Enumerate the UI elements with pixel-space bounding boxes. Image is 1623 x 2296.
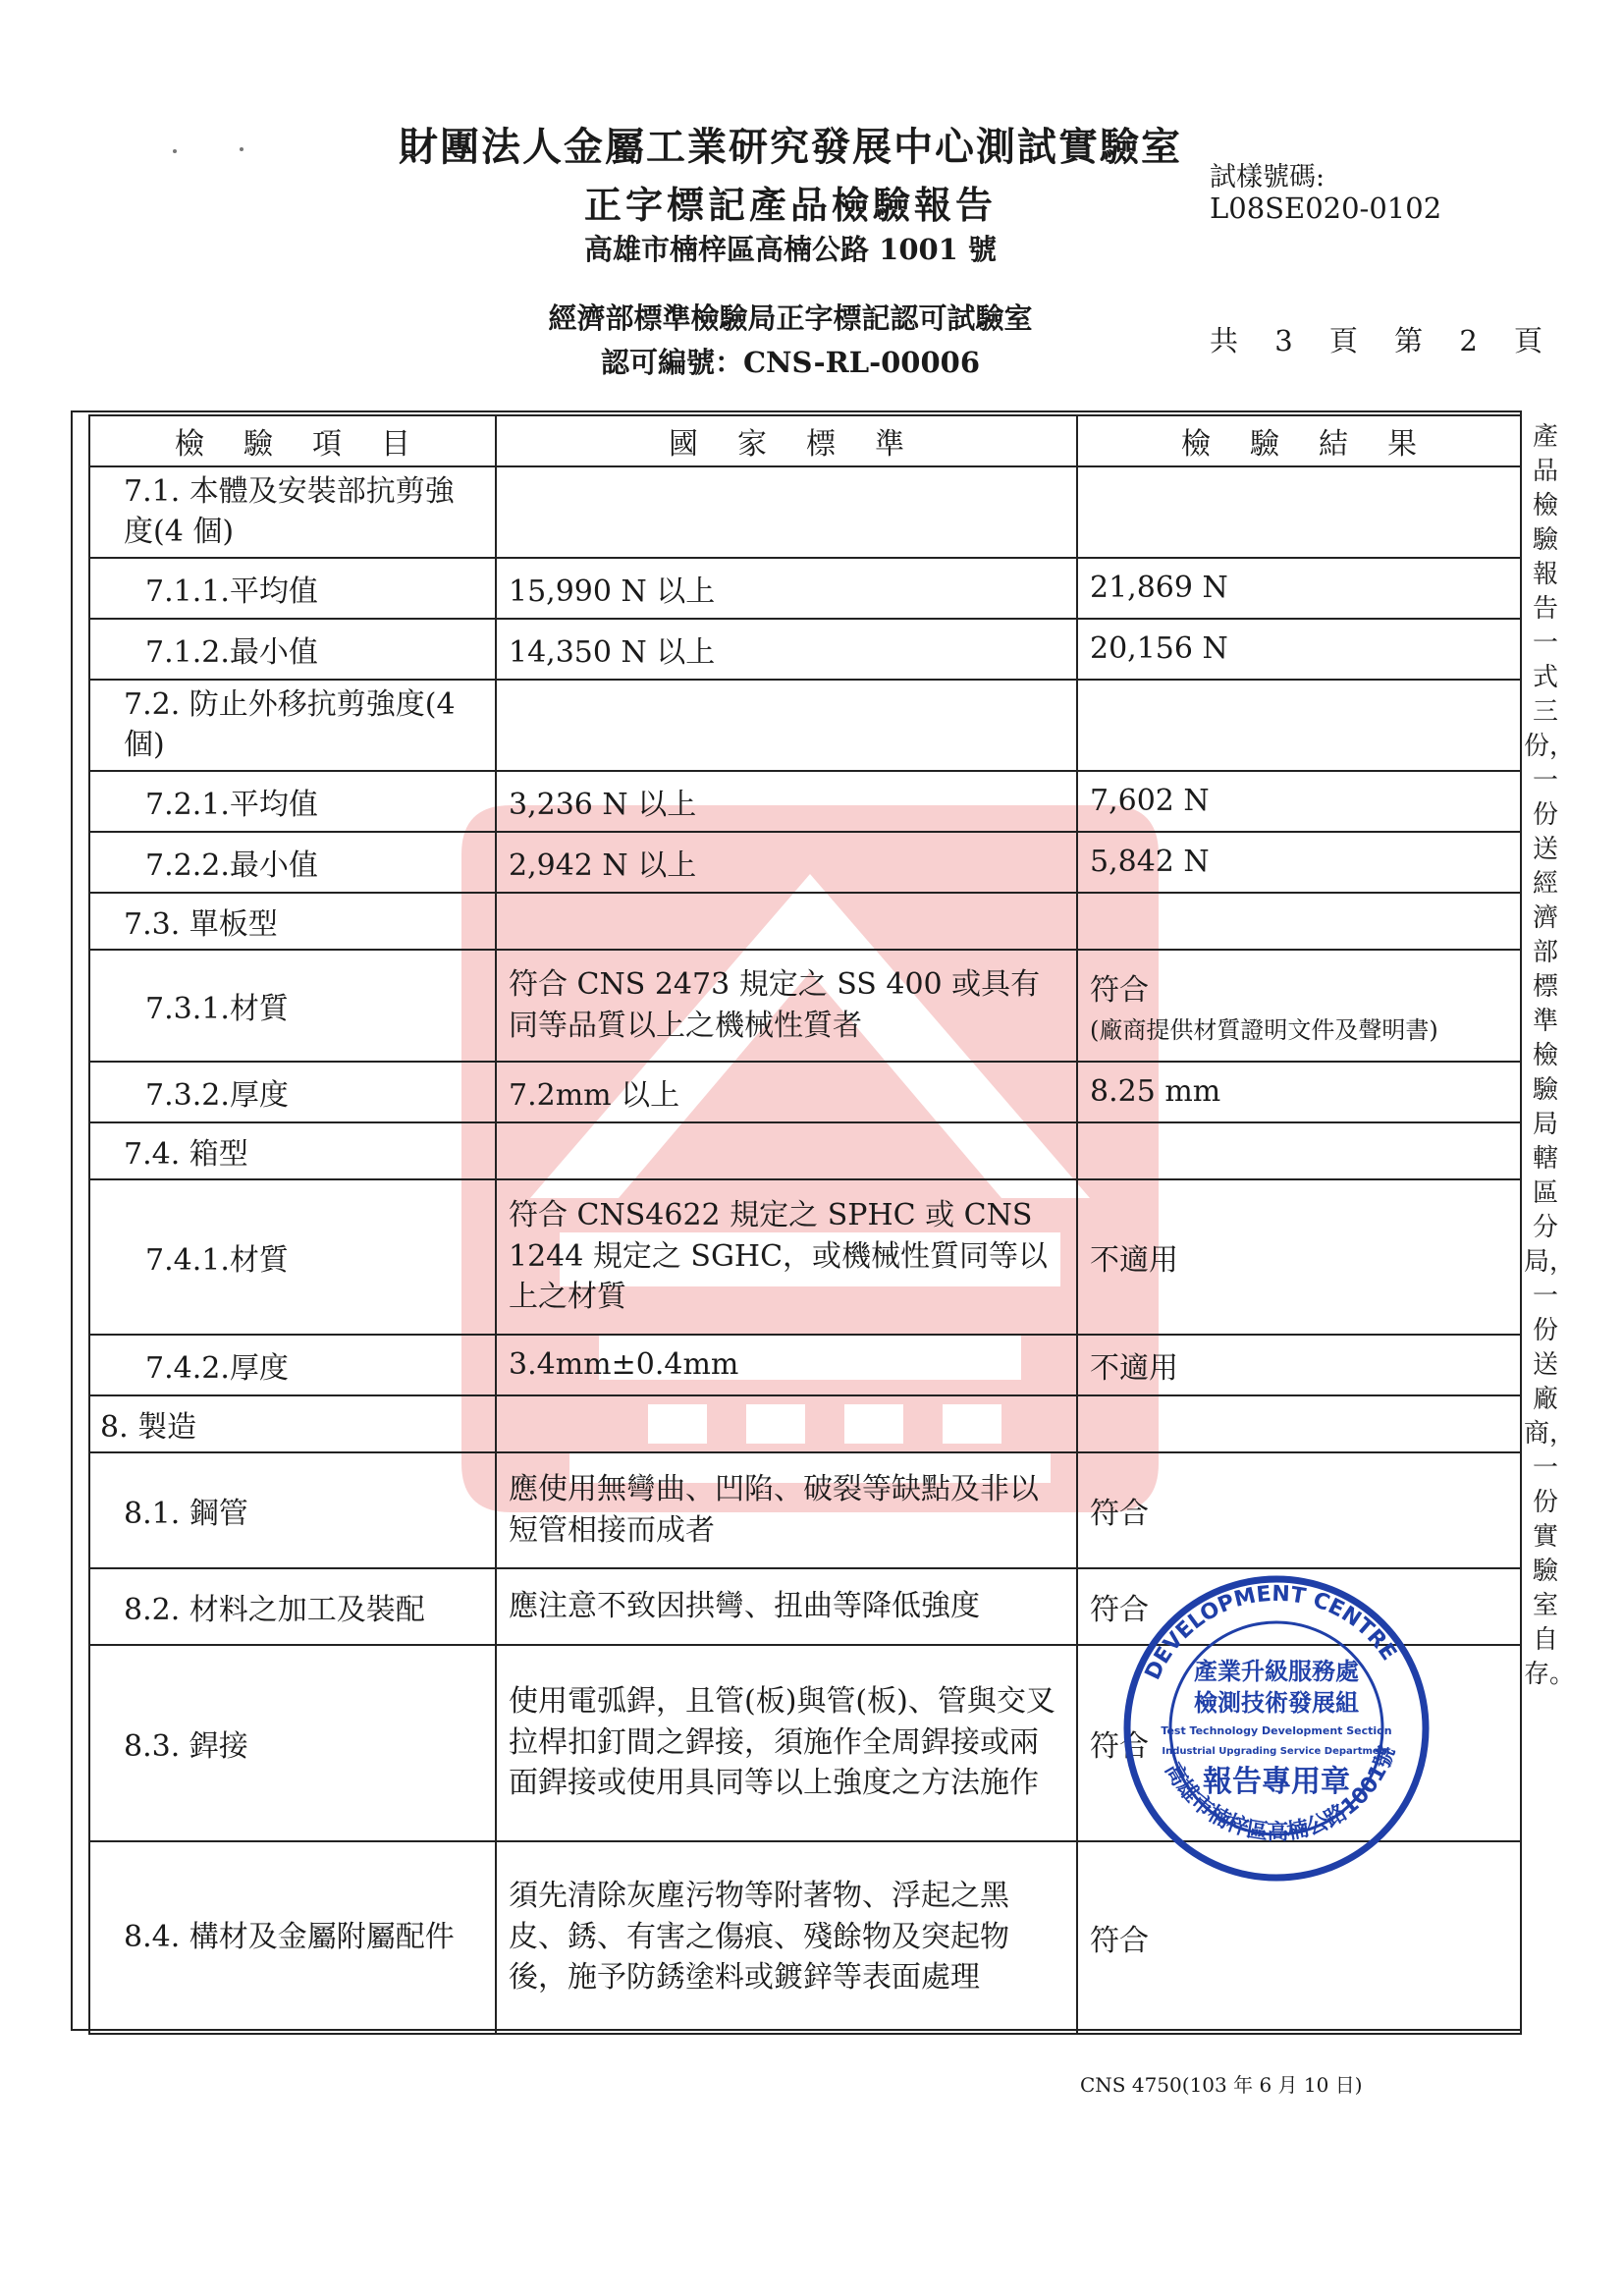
- standard-cell: 14,350 N 以上: [496, 619, 1077, 680]
- stamp-line-1: 產業升級服務處: [1194, 1657, 1359, 1685]
- column-header-standard: 國家標準: [496, 415, 1077, 466]
- result-cell: 20,156 N: [1077, 619, 1521, 680]
- footer-standard-ref: CNS 4750(103 年 6 月 10 日): [1080, 2073, 1363, 2097]
- side-distribution-note: 產品檢驗報告一式三份，一份送經濟部標準檢驗局轄區分局，一份送廠商，一份實驗室自存。: [1524, 422, 1576, 1689]
- standard-cell: 15,990 N 以上: [496, 558, 1077, 619]
- result-note: (廠商提供材質證明文件及聲明書): [1090, 1016, 1438, 1045]
- result-cell: [1077, 893, 1521, 950]
- item-cell: 7.1. 本體及安裝部抗剪強度(4 個): [89, 466, 496, 558]
- standard-cell: 2,942 N 以上: [496, 832, 1077, 893]
- standard-cell: 須先清除灰塵污物等附著物、浮起之黑皮、銹、有害之傷痕、殘餘物及突起物後，施予防銹塗料或鍍鋅等表面處理: [496, 1841, 1077, 2034]
- table-row: [89, 1335, 1521, 1395]
- scan-speck: [240, 147, 243, 151]
- stamp-line-4: Industrial Upgrading Service Department: [1162, 1746, 1391, 1757]
- item-cell: 7.2. 防止外移抗剪強度(4 個): [89, 680, 496, 771]
- result-cell: [1077, 466, 1521, 558]
- standard-cell: [496, 466, 1077, 558]
- stamp-line-2: 檢測技術發展組: [1194, 1688, 1359, 1717]
- result-cell: 符合: [1077, 1841, 1521, 2034]
- table-row: [89, 771, 1521, 832]
- report-title: 正字標記產品檢驗報告: [583, 183, 997, 227]
- institute-address: 高雄市楠梓區高楠公路 1001 號: [584, 233, 997, 266]
- table-row: [89, 1062, 1521, 1122]
- institute-name: 財團法人金屬工業研究發展中心測試實驗室: [399, 124, 1182, 170]
- stamp-ring-address: 高雄市楠梓區高楠公路1001號: [1160, 1743, 1401, 1845]
- report-seal-stamp: [1109, 1561, 1443, 1886]
- table-row: [89, 893, 1521, 950]
- standard-cell: 應注意不致因拱彎、扭曲等降低強度: [496, 1568, 1077, 1645]
- column-header-result: 檢驗結果: [1077, 415, 1521, 466]
- standard-cell: [496, 680, 1077, 771]
- result-cell: 符合: [1077, 1645, 1521, 1841]
- item-cell: 8.4. 構材及金屬附屬配件: [89, 1841, 496, 2034]
- item-cell: 7.3.1.材質: [89, 950, 496, 1062]
- item-cell: 7.1.1.平均值: [89, 558, 496, 619]
- scan-speck: [173, 149, 177, 153]
- item-cell: 7.4. 箱型: [89, 1122, 496, 1179]
- accreditation-title: 經濟部標準檢驗局正字標記認可試驗室: [548, 301, 1033, 335]
- item-cell: 7.1.2.最小值: [89, 619, 496, 680]
- stamp-line-5: 報告專用章: [1203, 1765, 1350, 1799]
- result-value: 符合: [1090, 973, 1149, 1009]
- item-cell: 7.2.2.最小值: [89, 832, 496, 893]
- table-row: [89, 1179, 1521, 1335]
- item-cell: 7.3.2.厚度: [89, 1062, 496, 1122]
- standard-cell: [496, 893, 1077, 950]
- table-row: [89, 558, 1521, 619]
- standard-cell: 7.2mm 以上: [496, 1062, 1077, 1122]
- table-row: [89, 680, 1521, 771]
- standard-cell: 符合 CNS 2473 規定之 SS 400 或具有同等品質以上之機械性質者: [496, 950, 1077, 1062]
- standard-cell: 應使用無彎曲、凹陷、破裂等缺點及非以短管相接而成者: [496, 1452, 1077, 1568]
- table-row: [89, 466, 1521, 558]
- result-cell: [1077, 680, 1521, 771]
- accreditation-number: 認可編號：CNS-RL-00006: [600, 346, 981, 379]
- result-cell: 8.25 mm: [1077, 1062, 1521, 1122]
- table-row: [89, 1452, 1521, 1568]
- result-cell: 21,869 N: [1077, 558, 1521, 619]
- item-cell: 8.1. 鋼管: [89, 1452, 496, 1568]
- table-row: [89, 950, 1521, 1062]
- sample-number-label: 試樣號碼:: [1210, 162, 1325, 192]
- result-cell: 不適用: [1077, 1179, 1521, 1335]
- result-cell: [1077, 950, 1521, 1062]
- standard-cell: 3,236 N 以上: [496, 771, 1077, 832]
- column-header-item: 檢驗項目: [89, 415, 496, 466]
- standard-cell: [496, 1395, 1077, 1452]
- stamp-ring-text: DEVELOPMENT CENTRE: [1140, 1581, 1401, 1684]
- table-row: [89, 619, 1521, 680]
- result-cell: [1077, 1122, 1521, 1179]
- result-cell: 不適用: [1077, 1335, 1521, 1395]
- table-header-row: [89, 415, 1521, 466]
- item-cell: 7.4.1.材質: [89, 1179, 496, 1335]
- result-cell: 符合: [1077, 1568, 1521, 1645]
- item-cell: 8.2. 材料之加工及裝配: [89, 1568, 496, 1645]
- standard-cell: 符合 CNS4622 規定之 SPHC 或 CNS 1244 規定之 SGHC，或機械性質同等以上之材質: [496, 1179, 1077, 1335]
- standard-cell: [496, 1122, 1077, 1179]
- item-cell: 7.2.1.平均值: [89, 771, 496, 832]
- stamp-line-3: Test Technology Development Section: [1161, 1724, 1392, 1737]
- result-cell: [1077, 1395, 1521, 1452]
- result-cell: 7,602 N: [1077, 771, 1521, 832]
- result-cell: 符合: [1077, 1452, 1521, 1568]
- table-row: [89, 1122, 1521, 1179]
- table-row: [89, 1395, 1521, 1452]
- result-cell: 5,842 N: [1077, 832, 1521, 893]
- item-cell: 7.3. 單板型: [89, 893, 496, 950]
- item-cell: 7.4.2.厚度: [89, 1335, 496, 1395]
- item-cell: 8. 製造: [89, 1395, 496, 1452]
- page-indicator: 共 3 頁 第 2 頁: [1210, 324, 1556, 357]
- item-cell: 8.3. 銲接: [89, 1645, 496, 1841]
- table-row: [89, 832, 1521, 893]
- sample-number: L08SE020-0102: [1210, 191, 1442, 225]
- standard-cell: 使用電弧銲，且管(板)與管(板)、管與交叉拉桿扣釘間之銲接，須施作全周銲接或兩面銲接或使用具同等以上強度之方法施作: [496, 1645, 1077, 1841]
- standard-cell: 3.4mm±0.4mm: [496, 1335, 1077, 1395]
